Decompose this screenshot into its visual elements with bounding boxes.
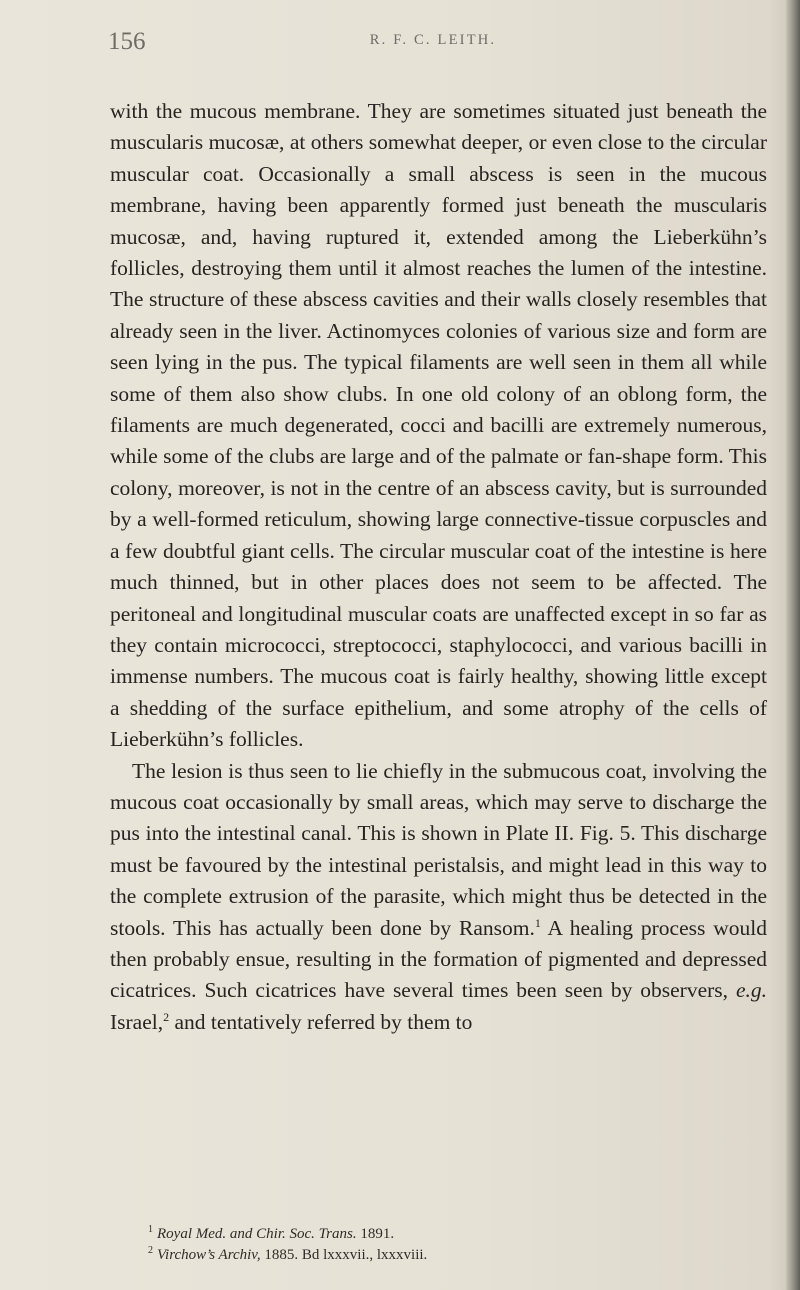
page-edge-shadow (786, 0, 800, 1290)
running-head: R. F. C. LEITH. (369, 32, 497, 48)
text-run: with the mucous membrane. They are sometimes situated just beneath the muscularis mucosæ, at others somewhat deeper, or even close to the circular muscular coat. Occasionally a small abscess is seen in the mucous membrane, having been apparently formed just beneath the muscularis mucosæ, and, having ruptured it, extended among the Lieberkühn’s follicles, destroying them until it almost reaches the lumen of the intestine. The structure of these abscess cavities and their walls closely resembles that already seen in the liver. Actinomyces colonies of various size and form are seen lying in the pus. The typical filaments are well seen in them all while some of them also show clubs. In one old colony of an oblong form, the filaments are much degenerated, cocci and bacilli are extremely numerous, while some of the clubs are large and of the palmate or fan-shape form. This colony, moreover, is not in the centre of an abscess cavity, but is surrounded by a well-formed reticulum, showing large connective-tissue corpuscles and a few doubtful giant cells. The circular muscular coat of the intestine is here much thinned, but in other places does not seem to be affected. The peritoneal and longitudinal muscular coats are unaffected except in so far as they contain micrococci, streptococci, staphylococci, and various bacilli in immense numbers. The mucous coat is fairly healthy, showing little except a shedding of the surface epithelium, and some atrophy of the cells of Lieberkühn’s follicles. (110, 99, 767, 752)
text-run: 1885. Bd lxxxvii., lxxxviii. (260, 1247, 428, 1263)
footnote (148, 1245, 758, 1266)
text-run: Israel, (110, 1009, 164, 1034)
paragraph (110, 96, 767, 756)
page-header (108, 28, 758, 68)
paragraph (110, 756, 767, 1039)
footnotes (148, 1224, 758, 1266)
text-run: The lesion is thus seen to lie chiefly in the submucous coat, involving the mucous coat occasionally by small areas, which may serve to discharge the pus into the intestinal canal. This is shown in Plate II. Fig. 5. This discharge must be favoured by the intestinal peristalsis, and might lead in this way to the complete extrusion of the parasite, which might thus be detected in the stools. This has actually been done by Ransom. (110, 758, 767, 940)
footnote (148, 1224, 758, 1245)
footnote-ref: 2 (163, 1009, 170, 1024)
text-run: and tentatively referred by them to (169, 1009, 473, 1034)
text-run: A healing process would then probably ensue, resulting in the formation of pigmented and depressed cicatrices. Such cicatrices have several times been seen by observers, (110, 915, 767, 1003)
footnote-mark: 2 (148, 1245, 153, 1256)
body-text (110, 96, 767, 1038)
text-run: 1891. (356, 1226, 395, 1242)
footnote-ref: 1 (534, 915, 541, 930)
italic-text: Virchow’s Archiv, (157, 1247, 261, 1263)
italic-text: e.g. (735, 978, 767, 1003)
footnote-mark: 1 (148, 1224, 153, 1235)
page-number: 156 (108, 28, 146, 55)
italic-text: Royal Med. and Chir. Soc. Trans. (157, 1226, 357, 1242)
